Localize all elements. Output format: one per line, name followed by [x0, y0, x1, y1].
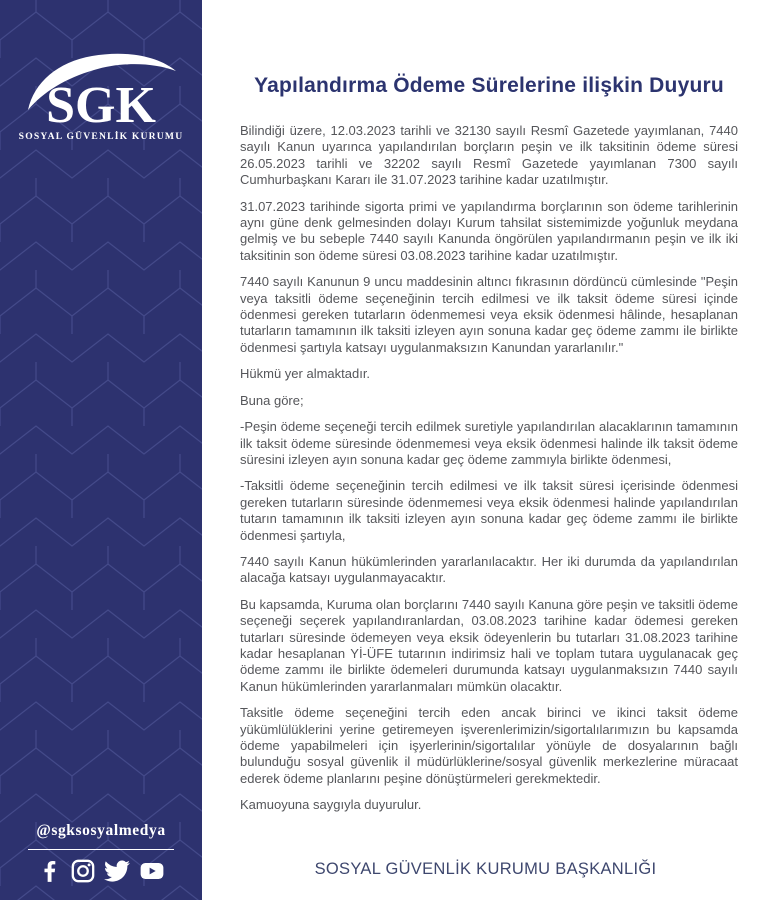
paragraph: Bilindiği üzere, 12.03.2023 tarihli ve 32130 sayılı Resmî Gazetede yayımlanan, 7440 sayılı Kanun uyarınca yapılandırılan borçların peşin ve ilk taksitinin ödeme süresi 26.05.2023 tarihli ve 32202 sayılı Resmî Gazetede yayımlanan 7300 sayılı Cumhurbaşkanı Kararı ile 31.07.2023 tarihine kadar uzatılmıştır.: [240, 123, 738, 188]
paragraph: Taksitle ödeme seçeneğini tercih eden ancak birinci ve ikinci taksit ödeme yükümlülüklerini yerine getiremeyen işverenlerimizin/sigortalılarımızın bu kapsamda ödeme yapabilmeleri için işyerlerinin/sigortalılar yönüyle de dosyalarının bağlı bulunduğu sosyal güvenlik il müdürlüklerine/sosyal güvenlik merkezlerine müracaat ederek ödeme planlarını peşine dönüştürmeleri gerekmektedir.: [240, 705, 738, 786]
social-handle: @sgksosyalmedya: [36, 822, 166, 839]
paragraph: 7440 sayılı Kanunun 9 uncu maddesinin altıncı fıkrasının dördüncü cümlesinde "Peşin veya taksitli ödeme seçeneğinin tercih edilmesi ve ilk taksit ödeme süresi içinde ödenmesi gereken tutarların ödenmemesi veya eksik ödenmesi hâlinde, hesaplanan tutarların tamamının ilk taksiti izleyen ayın sonuna kadar geç ödeme zammı ile birlikte ödenmesi şartıyla katsayı uygulanmaksızın Kanundan yararlanılır.": [240, 274, 738, 355]
youtube-icon[interactable]: [138, 858, 166, 884]
sgk-logo: [16, 46, 186, 150]
body-paragraphs: [240, 123, 738, 814]
page-title: Yapılandırma Ödeme Sürelerine ilişkin Duyuru: [254, 74, 724, 97]
social-divider: [28, 849, 174, 850]
social-block: [0, 822, 202, 884]
paragraph: Bu kapsamda, Kuruma olan borçlarını 7440 sayılı Kanuna göre peşin ve taksitli ödeme seçeneği seçerek yapılandıranlardan, 03.08.2023 tarihine kadar ödemesi gereken tutarları süresinde ödemeyen veya eksik ödeyenlerin bu tutarları 31.08.2023 tarihine kadar hesaplanan Yİ-ÜFE tutarının indirimsiz hali ve toplam tutara uygulanacak geç ödeme zammı ile birlikte ödemeleri durumunda katsayı uygulanmaksızın 7440 sayılı Kanun hükümlerinden yararlanmaları mümkün olacaktır.: [240, 596, 738, 694]
paragraph: -Taksitli ödeme seçeneğinin tercih edilmesi ve ilk taksit süresi içerisinde ödenmesi gereken tutarların süresinde ödenmemesi veya eksik ödenmesi halinde yapılandırılan tutarın tamamının ilk taksiti izleyen ayın sonuna kadar geç ödeme zammı ile birlikte ödenmesi şartıyla,: [240, 478, 738, 543]
twitter-icon[interactable]: [103, 858, 131, 884]
paragraph: -Peşin ödeme seçeneği tercih edilmek suretiyle yapılandırılan alacaklarının tamamının ilk taksit ödeme süresinde ödenmemesi veya eksik ödenmesi halinde ilk taksit ödeme süresini izleyen ayın sonuna kadar geç ödeme zammıyla birlikte ödenmesi,: [240, 419, 738, 467]
paragraph: Hükmü yer almaktadır.: [240, 366, 371, 382]
footer-signature: SOSYAL GÜVENLİK KURUMU BAŞKANLIĞI: [314, 860, 657, 878]
paragraph: Kamuoyuna saygıyla duyurulur.: [240, 797, 422, 813]
sidebar: [0, 0, 202, 900]
paragraph: 7440 sayılı Kanun hükümlerinden yararlanılacaktır. Her iki durumda da yapılandırılan alacağa katsayı uygulanmayacaktır.: [240, 553, 738, 586]
announcement-body: [202, 0, 769, 900]
social-icons-row: [0, 858, 202, 884]
facebook-icon[interactable]: [37, 858, 63, 884]
logo-acronym: SGK: [46, 77, 156, 134]
instagram-icon[interactable]: [70, 858, 96, 884]
logo-subtitle: SOSYAL GÜVENLİK KURUMU: [18, 131, 184, 142]
paragraph: 31.07.2023 tarihinde sigorta primi ve yapılandırma borçlarının son ödeme tarihlerinin aynı güne denk gelmesinden dolayı Kurum tahsilat sistemimizde yoğunluk meydana gelmiş ve bu sebeple 7440 sayılı Kanunda öngörülen yapılandırmanın peşin ve ilk iki taksitinin son ödeme süresi 03.08.2023 tarihine kadar uzatılmıştır.: [240, 198, 738, 263]
paragraph: Buna göre;: [240, 392, 304, 408]
